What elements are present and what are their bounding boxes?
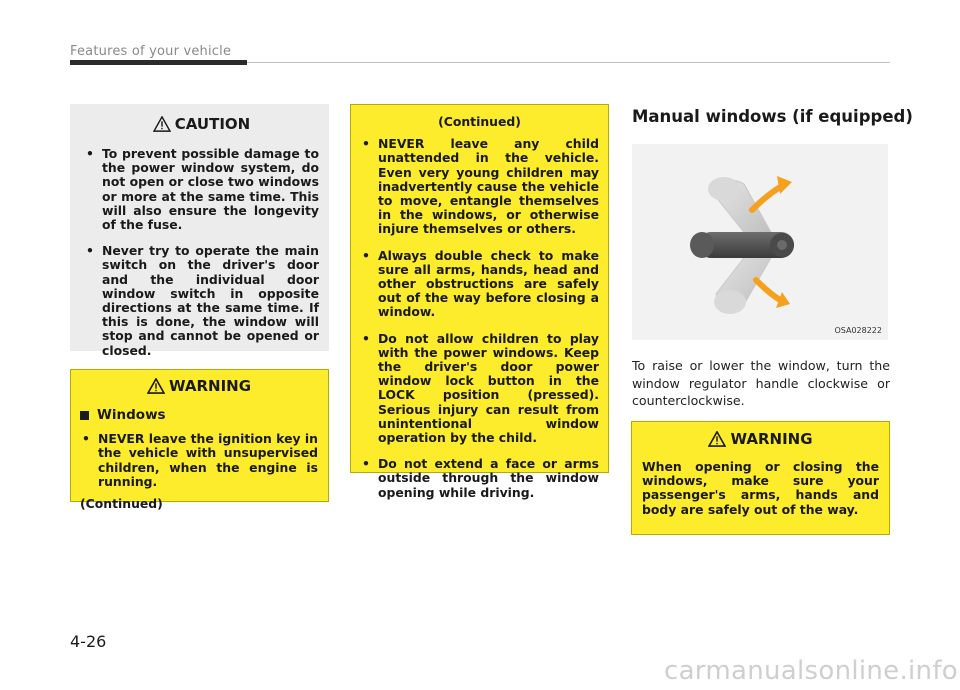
section-header: Features of your vehicle [70, 44, 232, 59]
header-accent-bar [70, 60, 247, 65]
rotate-arrow-icon [752, 186, 782, 210]
warning-box-continued [350, 104, 609, 500]
square-bullet-icon [80, 411, 89, 420]
continued-label: (Continued) [438, 114, 521, 129]
caution-box [70, 104, 329, 358]
warning-title: WARNING [642, 431, 879, 447]
warning-bullet: • Do not extend a face or arms outside through the window opening while driving. [362, 456, 599, 500]
caution-bullet: • To prevent possible damage to the power window system, do not open or close two windows or more at the same time. This will also ensure the longevity of the fuse. [86, 146, 319, 233]
warning-bullet: • Do not allow children to play with the power windows. Keep the driver's door power window lock button in the LOCK position (pressed). Serious injury can result from unintentional window operation by the child. [362, 330, 599, 446]
window-crank-illustration [632, 144, 888, 340]
figure-code: OSA028222 [834, 326, 882, 335]
manual-windows-title: Manual windows (if equipped) [632, 107, 913, 126]
warning-triangle-icon [153, 116, 171, 132]
warning-bullet: • NEVER leave any child unattended in the vehicle. Even very young children may inadvertently cause the vehicle to move, entangle themselves in the windows, or otherwise injure themselves or others. [362, 136, 599, 237]
warning-bullet: • NEVER leave the ignition key in the vehicle with unsupervised children, when the engine is running. [82, 431, 318, 489]
warning-box-windows [70, 369, 329, 512]
continued-label: (Continued) [80, 496, 163, 512]
warning-text: When opening or closing the windows, make sure your passenger's arms, hands and body are safely out of the way. [642, 459, 879, 517]
caution-title: CAUTION [84, 116, 319, 132]
warning-triangle-icon [708, 431, 726, 447]
header-divider [247, 62, 890, 63]
caution-bullet: • Never try to operate the main switch on the driver's door and the individual door window switch in opposite directions at the same time. If this is done, the window will stop and cannot be opened or closed. [86, 243, 319, 358]
warning-bullet: • Always double check to make sure all arms, hands, head and other obstructions are safely out of the way before closing a window. [362, 247, 599, 320]
manual-windows-paragraph: To raise or lower the window, turn the window regulator handle clockwise or counterclockwise. [632, 358, 890, 408]
watermark: carmanualsonline.info [663, 656, 958, 686]
warning-title: WARNING [80, 378, 318, 394]
warning-triangle-icon [147, 378, 165, 394]
page-number: 4-26 [70, 632, 107, 651]
warning-box-manual-windows [631, 421, 890, 535]
crank-handle-drawing [632, 144, 888, 340]
warning-subheading: Windows [80, 408, 318, 422]
